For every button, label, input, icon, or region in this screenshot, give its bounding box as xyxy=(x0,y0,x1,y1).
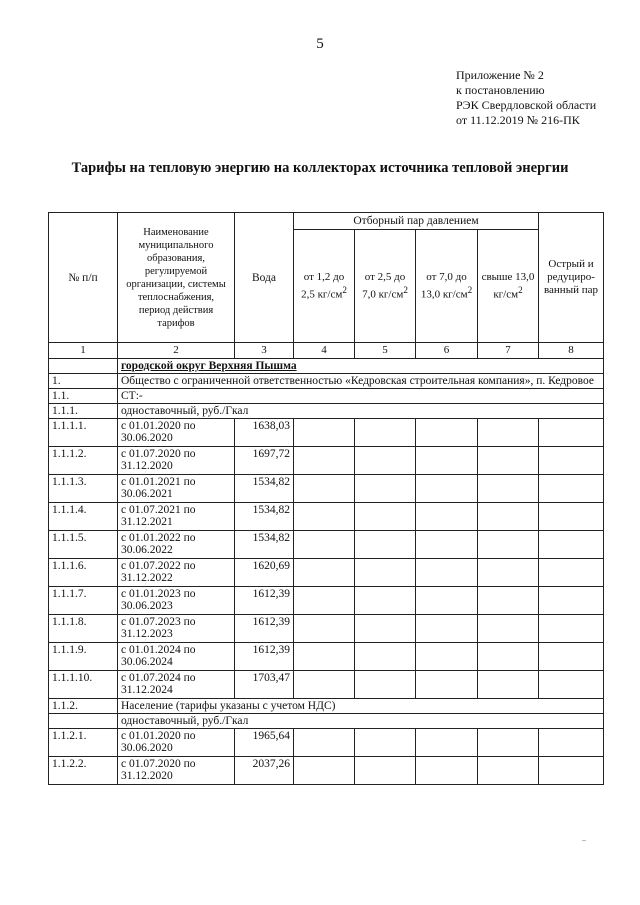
row-empty-cell xyxy=(355,615,416,643)
row-empty-cell xyxy=(539,587,604,615)
row-empty-cell xyxy=(416,587,478,615)
system-number: 1.1. xyxy=(49,389,118,404)
row-number: 1.1.2.1. xyxy=(49,729,118,757)
row-water-value: 1612,39 xyxy=(235,643,294,671)
row-empty-cell xyxy=(355,419,416,447)
row-empty-cell xyxy=(355,671,416,699)
row-empty-cell xyxy=(416,531,478,559)
row-water-value: 1534,82 xyxy=(235,531,294,559)
district-name: городской округ Верхняя Пышма xyxy=(118,359,604,374)
column-number-row xyxy=(49,343,604,359)
row-empty-cell xyxy=(539,447,604,475)
district-row xyxy=(49,359,604,374)
row-empty-cell xyxy=(478,671,539,699)
tariff-row xyxy=(49,447,604,475)
row-empty-cell xyxy=(294,671,355,699)
row-water-value: 1612,39 xyxy=(235,615,294,643)
col-number: 3 xyxy=(235,343,294,359)
col-number: 4 xyxy=(294,343,355,359)
row-empty-cell xyxy=(478,559,539,587)
row-period: с 01.01.2023 по 30.06.2023 xyxy=(118,587,235,615)
org-number: 1. xyxy=(49,374,118,389)
row-empty-cell xyxy=(539,643,604,671)
annex-line-3: РЭК Свердловской области xyxy=(456,98,597,112)
tariff-row xyxy=(49,503,604,531)
system-name: СТ:- xyxy=(118,389,604,404)
population-row xyxy=(49,699,604,714)
col-number: 6 xyxy=(416,343,478,359)
tariff-row xyxy=(49,615,604,643)
row-water-value: 1612,39 xyxy=(235,587,294,615)
row-empty-cell xyxy=(416,757,478,785)
header-pressure-1: от 1,2 до 2,5 $кг/см^2$ xyxy=(294,230,355,343)
header-pressure-2: от 2,5 до 7,0 $кг/см^2$ xyxy=(355,230,416,343)
row-empty-cell xyxy=(416,475,478,503)
row-period: с 01.07.2024 по 31.12.2024 xyxy=(118,671,235,699)
row-period: с 01.01.2024 по 30.06.2024 xyxy=(118,643,235,671)
col-number: 2 xyxy=(118,343,235,359)
row-empty-cell xyxy=(355,475,416,503)
row-number: 1.1.1.10. xyxy=(49,671,118,699)
row-empty-cell xyxy=(355,757,416,785)
row-period: с 01.01.2022 по 30.06.2022 xyxy=(118,531,235,559)
row-period: с 01.07.2022 по 31.12.2022 xyxy=(118,559,235,587)
row-empty-cell xyxy=(294,615,355,643)
row-number: 1.1.1.8. xyxy=(49,615,118,643)
row-empty-cell xyxy=(416,643,478,671)
row-empty-cell xyxy=(539,475,604,503)
row-empty-cell xyxy=(539,531,604,559)
row-number: 1.1.1.6. xyxy=(49,559,118,587)
col-number: 1 xyxy=(49,343,118,359)
row-number: 1.1.1.9. xyxy=(49,643,118,671)
row-number: 1.1.2.2. xyxy=(49,757,118,785)
row-water-value: 1638,03 xyxy=(235,419,294,447)
row-water-value: 1534,82 xyxy=(235,475,294,503)
row-water-value: 1703,47 xyxy=(235,671,294,699)
row-empty-cell xyxy=(294,447,355,475)
header-pressure-4: свыше 13,0 $кг/см^2$ xyxy=(478,230,539,343)
row-empty-cell xyxy=(478,757,539,785)
row-empty-cell xyxy=(478,419,539,447)
document-title: Тарифы на тепловую энергию на коллекторах источника тепловой энергии xyxy=(71,160,569,176)
tariff-row xyxy=(49,419,604,447)
org-row xyxy=(49,374,604,389)
header-name: Наименование муниципального образования, регулируемой организации, системы теплоснабжения, период действия тарифов xyxy=(118,213,235,343)
row-empty-cell xyxy=(294,531,355,559)
row-empty-cell xyxy=(294,559,355,587)
system-row xyxy=(49,389,604,404)
tariff-row xyxy=(49,559,604,587)
row-empty-cell xyxy=(416,419,478,447)
row-empty-cell xyxy=(355,503,416,531)
row-empty-cell xyxy=(355,447,416,475)
row-water-value: 1534,82 xyxy=(235,503,294,531)
header-water: Вода xyxy=(235,213,294,343)
row-empty-cell xyxy=(478,643,539,671)
tariff-row xyxy=(49,531,604,559)
tariff-type-row xyxy=(49,714,604,729)
row-water-value: 1620,69 xyxy=(235,559,294,587)
row-water-value: 1697,72 xyxy=(235,447,294,475)
row-empty-cell xyxy=(539,671,604,699)
row-period: с 01.07.2023 по 31.12.2023 xyxy=(118,615,235,643)
col-number: 5 xyxy=(355,343,416,359)
row-empty-cell xyxy=(294,587,355,615)
row-empty-cell xyxy=(539,559,604,587)
row-empty-cell xyxy=(478,447,539,475)
row-empty-cell xyxy=(355,729,416,757)
tariff-type-name: одноставочный, руб./Гкал xyxy=(118,404,604,419)
annex-line-2: к постановлению xyxy=(456,83,545,97)
population-name: Население (тарифы указаны с учетом НДС) xyxy=(118,699,604,714)
row-number: 1.1.1.3. xyxy=(49,475,118,503)
row-empty-cell xyxy=(416,559,478,587)
row-period: с 01.01.2021 по 30.06.2021 xyxy=(118,475,235,503)
row-number: 1.1.1.1. xyxy=(49,419,118,447)
row-empty-cell xyxy=(355,643,416,671)
tariff-row xyxy=(49,757,604,785)
row-empty-cell xyxy=(539,757,604,785)
tariff-row xyxy=(49,729,604,757)
row-empty-cell xyxy=(294,503,355,531)
org-name: Общество с ограниченной ответственностью «Кедровская строительная компания», п. Кедровое xyxy=(118,374,604,389)
row-empty-cell xyxy=(294,729,355,757)
header-number: № п/п xyxy=(49,213,118,343)
col-number: 8 xyxy=(539,343,604,359)
row-number: 1.1.1.4. xyxy=(49,503,118,531)
row-water-value: 2037,26 xyxy=(235,757,294,785)
header-sharp-steam: Острый и редуциро-ванный пар xyxy=(539,213,604,343)
col-number: 7 xyxy=(478,343,539,359)
row-empty-cell xyxy=(539,419,604,447)
tariff-row xyxy=(49,671,604,699)
row-empty-cell xyxy=(416,729,478,757)
tariff-table xyxy=(48,212,604,785)
tariff-type-name: одноставочный, руб./Гкал xyxy=(118,714,604,729)
row-empty-cell xyxy=(539,729,604,757)
tariff-row xyxy=(49,587,604,615)
row-empty-cell xyxy=(478,503,539,531)
row-period: с 01.01.2020 по 30.06.2020 xyxy=(118,729,235,757)
row-empty-cell xyxy=(539,615,604,643)
row-empty-cell xyxy=(355,587,416,615)
row-empty-cell xyxy=(478,531,539,559)
row-empty-cell xyxy=(478,729,539,757)
row-empty-cell xyxy=(478,475,539,503)
row-period: с 01.07.2020 по 31.12.2020 xyxy=(118,447,235,475)
tariff-row xyxy=(49,475,604,503)
row-empty-cell xyxy=(294,419,355,447)
header-pressure-3: от 7,0 до 13,0 $кг/см^2$ xyxy=(416,230,478,343)
tariff-type-row xyxy=(49,404,604,419)
tariff-row xyxy=(49,643,604,671)
row-empty-cell xyxy=(416,503,478,531)
row-period: с 01.01.2020 по 30.06.2020 xyxy=(118,419,235,447)
row-empty-cell xyxy=(416,671,478,699)
row-number: 1.1.1.5. xyxy=(49,531,118,559)
row-empty-cell xyxy=(355,531,416,559)
population-number: 1.1.2. xyxy=(49,699,118,714)
row-number: 1.1.1.7. xyxy=(49,587,118,615)
tariff-type-number xyxy=(49,714,118,729)
scan-mark xyxy=(582,840,586,841)
annex-line-1: Приложение № 2 xyxy=(456,68,544,82)
row-empty-cell xyxy=(416,615,478,643)
row-empty-cell xyxy=(416,447,478,475)
header-steam-group: Отборный пар давлением xyxy=(294,213,539,230)
row-empty-cell xyxy=(294,475,355,503)
row-empty-cell xyxy=(294,757,355,785)
row-period: с 01.07.2020 по 31.12.2020 xyxy=(118,757,235,785)
row-empty-cell xyxy=(478,615,539,643)
row-water-value: 1965,64 xyxy=(235,729,294,757)
row-empty-cell xyxy=(355,559,416,587)
row-number: 1.1.1.2. xyxy=(49,447,118,475)
row-empty-cell xyxy=(294,643,355,671)
row-empty-cell xyxy=(478,587,539,615)
row-empty-cell xyxy=(539,503,604,531)
row-period: с 01.07.2021 по 31.12.2021 xyxy=(118,503,235,531)
annex-header xyxy=(456,68,596,128)
annex-line-4: от 11.12.2019 № 216-ПК xyxy=(456,113,580,127)
tariff-type-number: 1.1.1. xyxy=(49,404,118,419)
page-number: 5 xyxy=(316,36,324,52)
